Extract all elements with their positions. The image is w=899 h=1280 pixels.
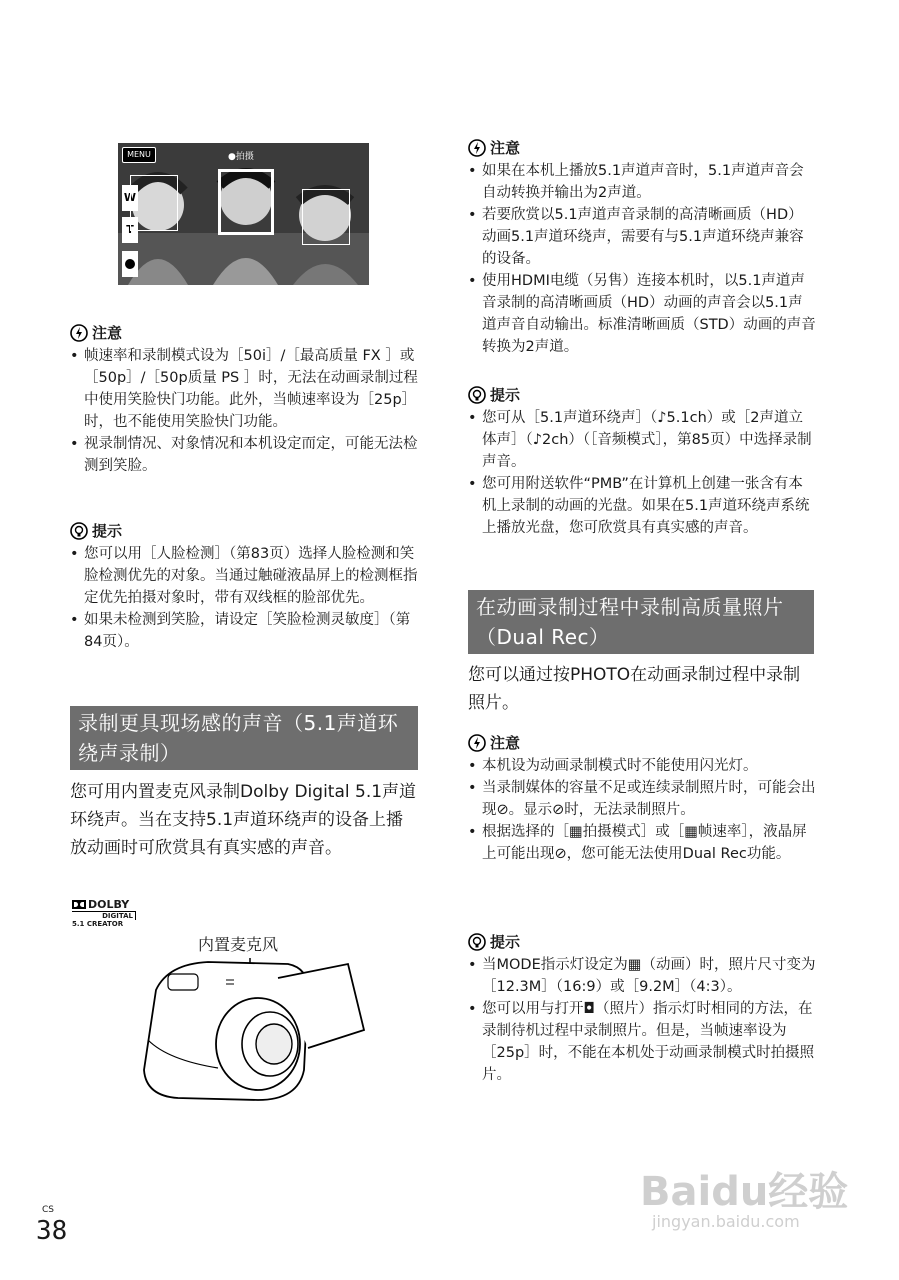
face-detection-frame-priority[interactable]: [220, 171, 272, 233]
right-hint-section-2: [468, 931, 816, 1086]
list-item: • 当录制媒体的容量不足或连续录制照片时，可能会出现⊘。显示⊘时，无法录制照片。: [468, 777, 816, 821]
list-item: • 帧速率和录制模式设为［50i］/［最高质量 FX ］或［50p］/［50p质量 PS ］时，无法在动画录制过程中使用笑脸快门功能。此外，当帧速率设为［25p］时，也不能使用笑脸快门功能。: [70, 345, 420, 433]
caution-icon: [70, 324, 88, 342]
left-caution-section: [70, 322, 420, 477]
left-hint-section: [70, 520, 420, 653]
face-detection-frame[interactable]: [302, 189, 350, 245]
record-button[interactable]: [122, 251, 138, 277]
hint-heading: 提示: [468, 384, 816, 405]
baidu-watermark: Baidu经验: [640, 1169, 849, 1215]
list-item: • 您可以用［人脸检测］（第83页）选择人脸检测和笑脸检测优先的对象。当通过触碰液晶屏上的检测框指定优先拍摄对象时，带有双线框的脸部优先。: [70, 543, 420, 609]
caution-icon: [468, 139, 486, 157]
zoom-w-button[interactable]: W: [122, 185, 138, 211]
camcorder-illustration: [138, 950, 370, 1110]
dolby-logo: [72, 898, 136, 928]
list-item: • 本机设为动画录制模式时不能使用闪光灯。: [468, 755, 816, 777]
intro-paragraph: 您可以通过按PHOTO在动画录制过程中录制照片。: [468, 665, 801, 713]
caution-heading: 注意: [468, 732, 816, 753]
section-title-dual-rec: 在动画录制过程中录制高质量照片（Dual Rec）: [468, 590, 814, 654]
dolby-digital-label: DIGITAL: [72, 911, 136, 920]
lightbulb-icon: [468, 386, 486, 404]
right-caution-section: [468, 137, 816, 358]
menu-button[interactable]: MENU: [122, 147, 156, 163]
list-item: • 使用HDMI电缆（另售）连接本机时，以5.1声道声音录制的高清晰画质（HD）动画的声音会以5.1声道声音自动输出。标准清晰画质（STD）动画的声音转换为2声道。: [468, 270, 816, 358]
caution-heading: 注意: [70, 322, 420, 343]
dolby-brand: DOLBY: [88, 898, 130, 911]
section-title-51ch: 录制更具现场感的声音（5.1声道环绕声录制）: [70, 706, 418, 770]
smile-shutter-photo: [118, 143, 369, 285]
face-detection-frame[interactable]: [130, 175, 178, 231]
intro-paragraph: 您可用内置麦克风录制Dolby Digital 5.1声道环绕声。当在支持5.1声道环绕声的设备上播放动画时可欣赏具有真实感的声音。: [70, 782, 417, 858]
right-hint-section: [468, 384, 816, 539]
list-item: • 您可以用与打开◘（照片）指示灯时相同的方法，在录制待机过程中录制照片。但是，当帧速率设为［25p］时，不能在本机处于动画录制模式时拍摄照片。: [468, 998, 816, 1086]
hint-heading: 提示: [468, 931, 816, 952]
caution-heading: 注意: [468, 137, 816, 158]
right-caution-section-2: [468, 732, 816, 865]
list-item: • 如果在本机上播放5.1声道声音时，5.1声道声音会自动转换并输出为2声道。: [468, 160, 816, 204]
list-item: • 根据选择的［▦拍摄模式］或［▦帧速率］，液晶屏上可能出现⊘，您可能无法使用Dual Rec功能。: [468, 821, 816, 865]
list-item: • 您可用附送软件“PMB”在计算机上创建一张含有本机上录制的动画的光盘。如果在5.1声道环绕声系统上播放光盘，您可欣赏具有真实感的声音。: [468, 473, 816, 539]
list-item: • 视录制情况、对象情况和本机设定而定，可能无法检测到笑脸。: [70, 433, 420, 477]
caution-icon: [468, 734, 486, 752]
record-indicator: ●拍摄: [228, 152, 254, 162]
lightbulb-icon: [468, 933, 486, 951]
lightbulb-icon: [70, 522, 88, 540]
list-item: • 您可从［5.1声道环绕声］（♪5.1ch）或［2声道立体声］（♪2ch）（［音频模式］，第85页）中选择录制声音。: [468, 407, 816, 473]
list-item: • 当MODE指示灯设定为▦（动画）时，照片尺寸变为［12.3M］（16:9）或［9.2M］（4:3）。: [468, 954, 816, 998]
list-item: • 若要欣赏以5.1声道声音录制的高清晰画质（HD）动画5.1声道环绕声，需要有与5.1声道环绕声兼容的设备。: [468, 204, 816, 270]
language-code: CS: [42, 1205, 54, 1215]
mic-callout-label: 内置麦克风: [198, 935, 279, 954]
page-number: 38: [36, 1216, 68, 1246]
hint-heading: 提示: [70, 520, 420, 541]
dolby-creator-label: 5.1 CREATOR: [72, 920, 124, 928]
list-item: • 如果未检测到笑脸，请设定［笑脸检测灵敏度］（第84页）。: [70, 609, 420, 653]
zoom-t-button[interactable]: T: [122, 217, 138, 243]
baidu-watermark-url: jingyan.baidu.com: [652, 1212, 800, 1231]
